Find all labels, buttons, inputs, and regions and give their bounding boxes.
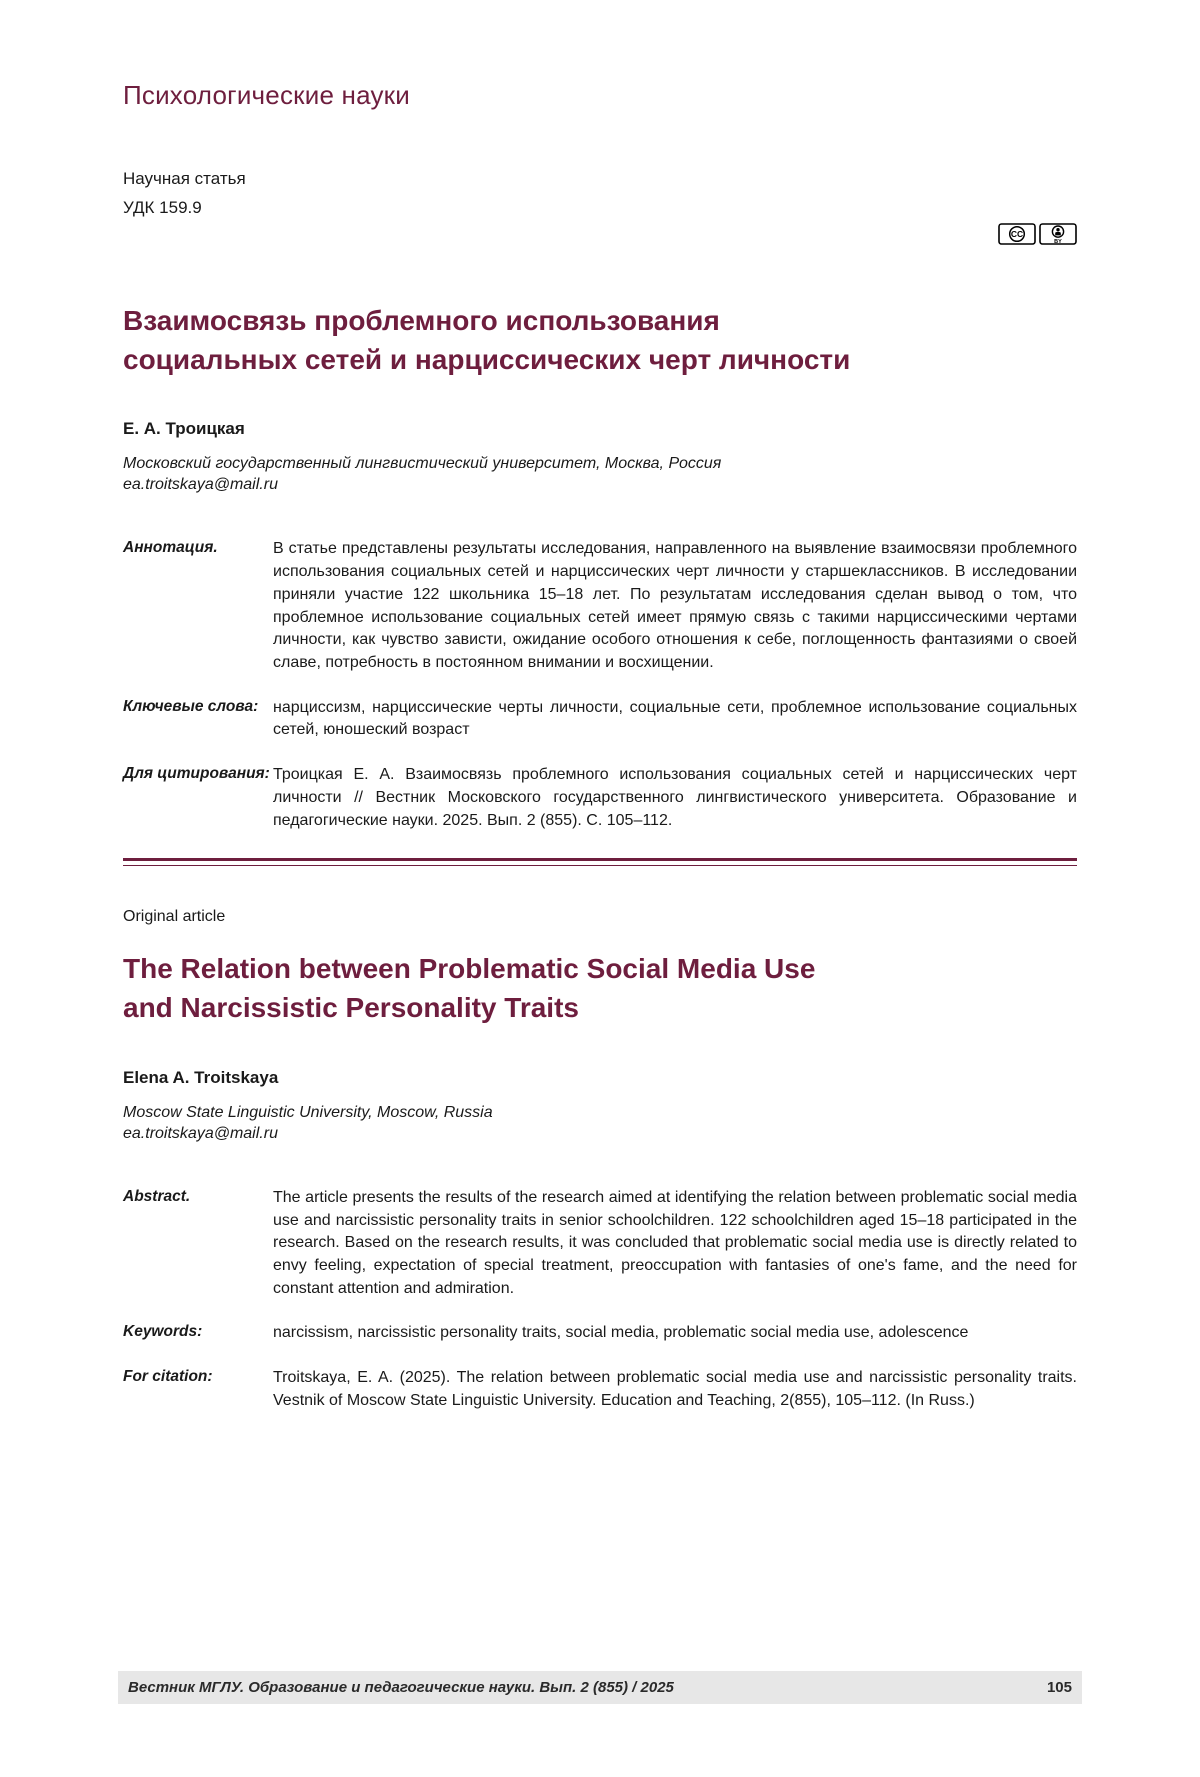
license-row [123,222,1077,246]
citation-block-en [123,1367,1077,1412]
keywords-label-ru: Ключевые слова: [123,697,259,715]
article-type-ru: Научная статья [123,169,246,188]
section-heading: Психологические науки [123,80,410,110]
abstract-label-ru: Аннотация. [123,539,218,557]
citation-label-ru: Для цитирования: [123,765,270,783]
cc-by-license-icon [998,222,1077,246]
citation-text-ru: Троицкая Е. А. Взаимосвязь проблемного использования социальных сетей и нарциссических черт личности // Вестник Московского государственного лингвистического университета. Образование и педагогические науки. 2025. Вып. 2 (855). С. 105–112. [273,766,1077,829]
section-divider [123,858,1077,866]
keywords-block-ru [123,697,1077,742]
footer-page-number: 105 [1046,1679,1072,1696]
footer-journal-title: Вестник МГЛУ. Образование и педагогические науки. Вып. 2 (855) / 2025 [128,1679,674,1696]
abstract-label-en: Abstract. [123,1187,191,1205]
citation-label-en: For citation: [123,1368,213,1386]
author-affiliation-ru: Московский государственный лингвистический университет, Москва, Россия [123,455,722,473]
abstract-text-ru: В статье представлены результаты исследования, направленного на выявление взаимосвязи проблемного использования социальных сетей и нарциссических черт личности у старшеклассников. В исследовании приняли участие 122 школьника 15–18 лет. По результатам исследования сделан вывод о том, что проблемное использование социальных сетей имеет прямую связь с такими нарциссическими чертами личности, как чувство зависти, ожидание особого отношения к себе, поглощенность фантазиями о своей славе, потребность в постоянном внимании и восхищении. [273,540,1077,672]
article-title-en: The Relation between Problematic Social Media Use and Narcissistic Personality Traits [123,953,816,1023]
by-icon [1039,223,1077,245]
citation-text-en: Troitskaya, E. A. (2025). The relation between problematic social media use and narcissistic personality traits. Vestnik of Moscow State Linguistic University. Education and Teaching, 2(855), 105–112. (In Russ.) [273,1369,1077,1409]
author-name-ru: Е. А. Троицкая [123,419,245,439]
article-title-ru: Взаимосвязь проблемного использования социальных сетей и нарциссических черт личности [123,305,851,375]
author-email-en: ea.troitskaya@mail.ru [123,1124,278,1142]
keywords-block-en [123,1322,1077,1345]
svg-text:CC: CC [1010,229,1024,240]
footer-bar [118,1671,1082,1704]
abstract-text-en: The article presents the results of the research aimed at identifying the relation between problematic social media use and narcissistic personality traits in senior schoolchildren. 122 schoolchildren aged 15–18 participated in the research. Based on the research results, it was concluded that problematic social media use is directly related to envy feeling, expectation of special treatment, preoccupation with fantasies of one's fame, and the need for constant attention and admiration. [273,1188,1077,1297]
keywords-text-en: narcissism, narcissistic personality traits, social media, problematic social media use, adolescence [273,1324,969,1342]
author-affiliation-en: Moscow State Linguistic University, Moscow, Russia [123,1103,493,1121]
abstract-block-ru [123,538,1077,674]
abstract-block-en [123,1187,1077,1301]
citation-block-ru [123,764,1077,832]
page-container [0,80,1200,1413]
author-email-ru: ea.troitskaya@mail.ru [123,476,278,494]
keywords-text-ru: нарциссизм, нарциссические черты личности, социальные сети, проблемное использование социальных сетей, юношеский возраст [273,698,1077,739]
author-name-en: Elena A. Troitskaya [123,1067,279,1087]
cc-icon [998,223,1036,245]
udc-number: УДК 159.9 [123,198,202,217]
svg-text:BY: BY [1054,239,1062,245]
keywords-label-en: Keywords: [123,1323,203,1341]
article-type-en: Original article [123,908,226,926]
russian-meta-blocks [123,538,1077,832]
english-meta-blocks [123,1187,1077,1413]
